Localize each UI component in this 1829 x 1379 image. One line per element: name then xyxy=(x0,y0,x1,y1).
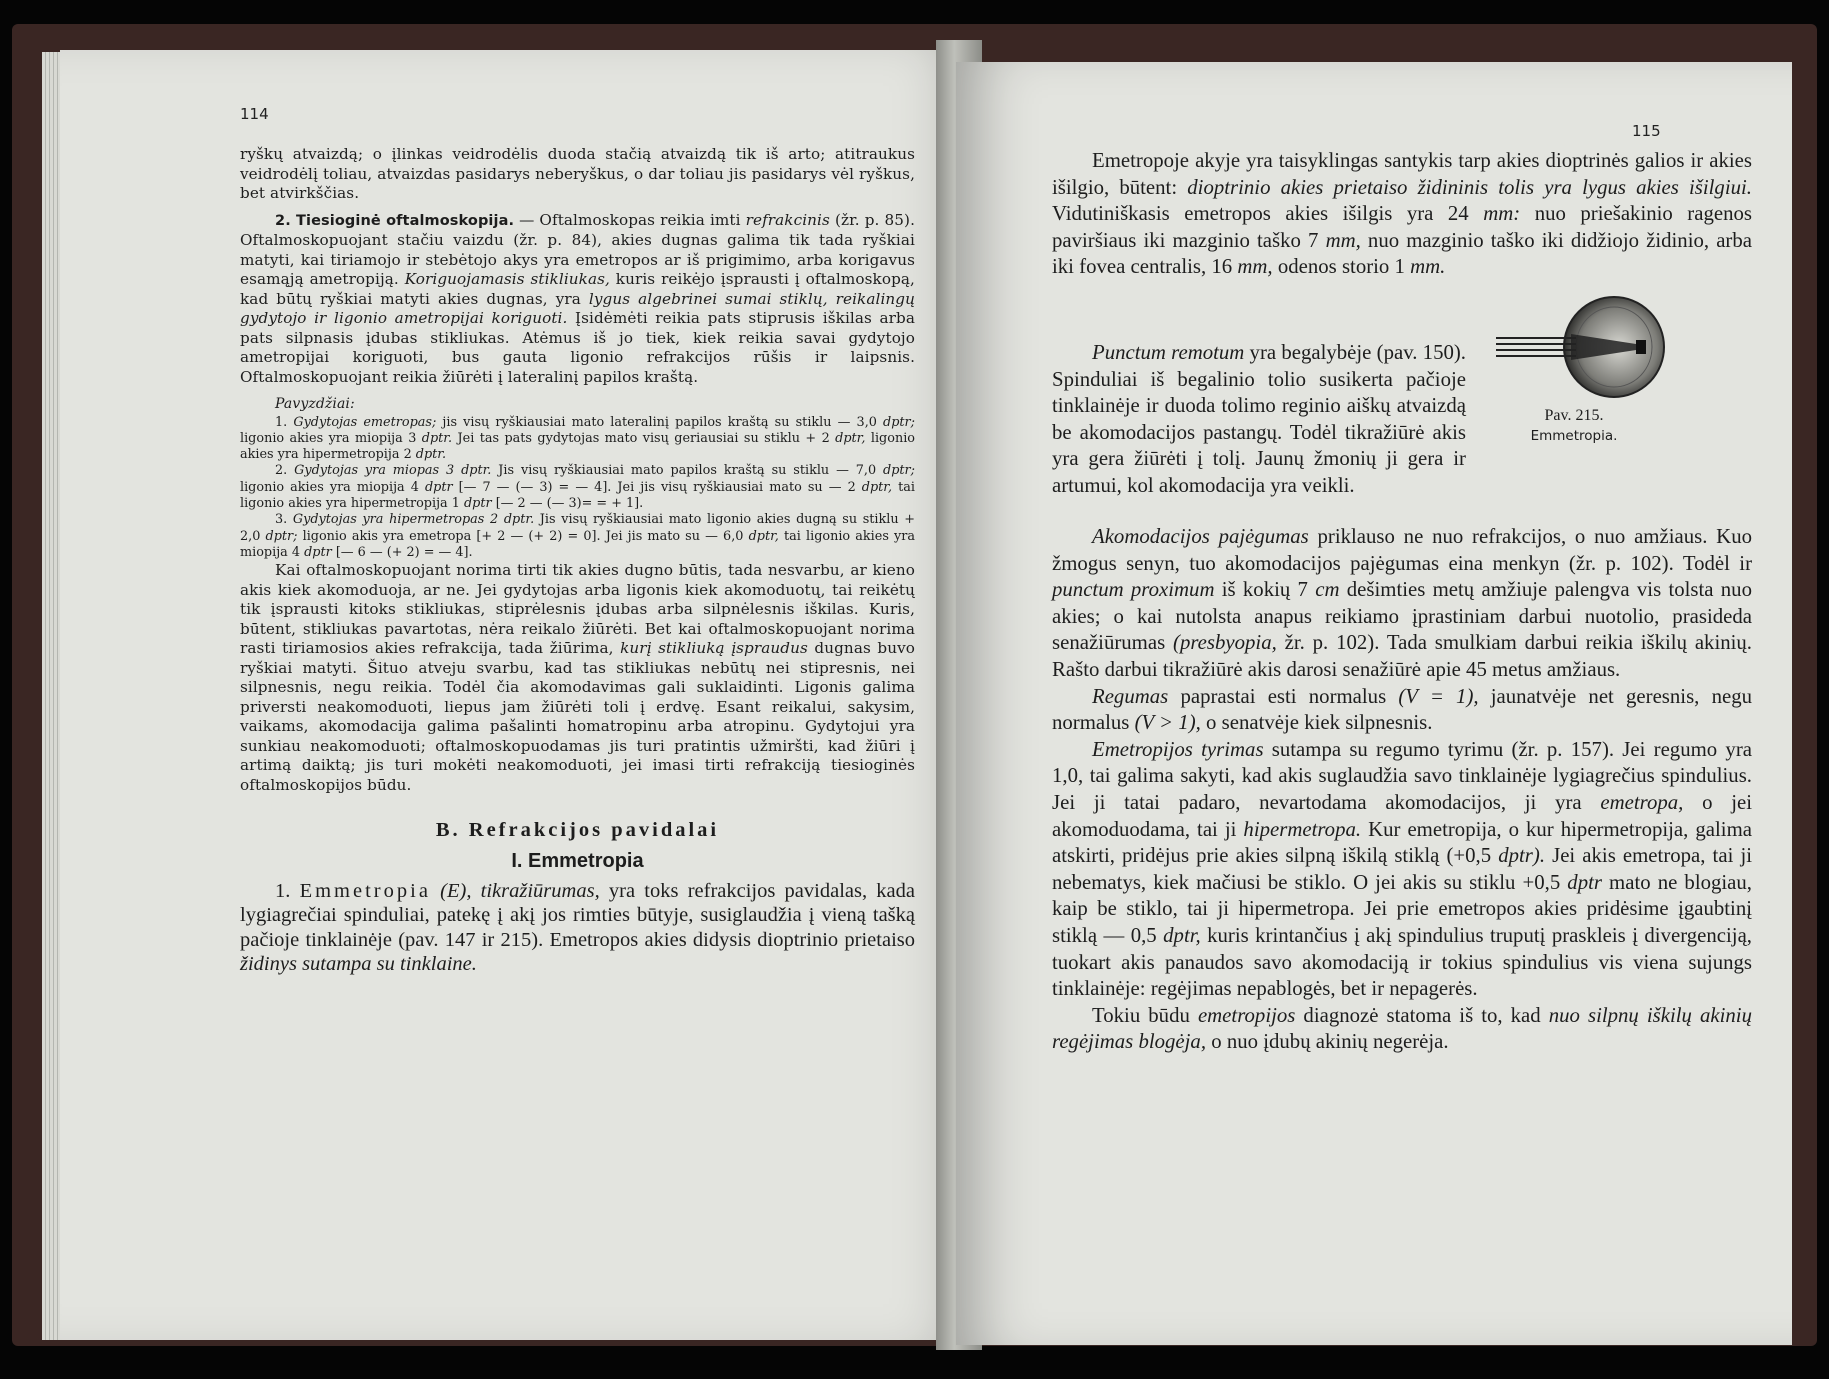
p4-text: yra toks refrakcijos pavidalas, kada lygiagrečiai spinduliai, patekę į akį jos rimties būtyje, susiglaudžia į vieną tašką pačioje tinklainėje (pav. 147 ir 215). Emetropos akies didysis dioptrinio prietaiso xyxy=(240,880,916,951)
r4-text-b: paprastai esti normalus xyxy=(1168,684,1399,708)
r3-text-d: iš kokių 7 xyxy=(1214,578,1316,602)
paragraph-1: ryškų atvaizdą; o įlinkas veidrodėlis duoda stačią atvaizdą tik iš arto; atitraukus veidrodėlį toliau, atvaizdas pasidarys neberyškus, o dar toliau jis pasidarys vėl ryškus, bet atvirkščias. xyxy=(240,145,915,202)
r-paragraph-3 xyxy=(1052,524,1752,684)
r5-text-b: sutampa su regumo tyrimu (žr. p. 157). Jei regumo yra 1,0, tai galima sakyti, kad akis suglaudžia savo tinklainėje lygiagrečius spindulius. Jei ji tatai padaro, nevartodama akomodacijos, ji yra xyxy=(1052,737,1752,814)
right-page xyxy=(956,62,1792,1345)
r1-unit-3: mm, xyxy=(1237,255,1273,279)
p4-term: Emmetropia xyxy=(299,880,431,903)
ex1-unit-1: dptr; xyxy=(883,414,915,430)
r2-italic: Punctum remotum xyxy=(1092,341,1245,364)
r1-unit-1: mm: xyxy=(1483,202,1521,226)
ex1-text-3: Jei tas pats gydytojas mato visų geriausiai su stiklu + 2 xyxy=(452,430,836,446)
r5-text-l: kuris krintančius į akį spindulius truputį praskleis į divergenciją, tuokart akis panaudos savo akomodaciją ir tokius spindulius vis viena sujungs tinklainėje: regėjimas nepablogės, bet ir nepagerės. xyxy=(1052,923,1752,1001)
ex2-text: Jis visų ryškiausiai mato papilos kraštą su stiklu — 7,0 xyxy=(491,463,884,479)
r-paragraph-6 xyxy=(1052,1003,1752,1056)
r-paragraph-1a xyxy=(1052,148,1752,281)
ex1-unit-3: dptr, xyxy=(835,430,866,446)
r5-italic-a: Emetropijos tyrimas xyxy=(1092,737,1264,761)
r2-text: yra begalybėje (pav. 150). Spinduliai iš begalinio tolio susikerta pačioje tinklainėje ir duoda tolimo reginio aiškų atvaizdą be akomodacijos pastangų. Todėl tikražiūrė akis yra gera žiūrėti į tolį. Jaunų žmonių ji gera ir artumui, kol akomodacija yra veikli. xyxy=(1052,341,1466,497)
r6-text-a: Tokiu būdu xyxy=(1092,1003,1198,1027)
r3-text-h: žr. p. 102). Tada smulkiam darbui reikia iškilų akinių. Rašto darbui tikražiūrė akis darosi senažiūrė apie 45 metus amžiaus. xyxy=(1052,631,1752,681)
ex3-num: 3. xyxy=(275,512,293,528)
right-text-column xyxy=(1052,148,1752,281)
ex1-italic: Gydytojas emetropas; xyxy=(293,414,437,430)
r5-text-f: Kur emetropija, o kur hipermetropija, galima atskirti, pridėjus prie akies silpną iškilą stiklą (+0,5 xyxy=(1052,817,1752,868)
paragraph-4 xyxy=(240,879,915,976)
r3-unit: cm xyxy=(1315,578,1340,602)
eye-diagram-svg xyxy=(1496,292,1676,417)
r5-italic-e: hipermetropa. xyxy=(1243,817,1362,841)
ex1-text-4: ligonio akies yra hipermetropija 2 xyxy=(240,430,915,463)
r5-unit-g: dptr). xyxy=(1498,844,1546,868)
example-1 xyxy=(240,415,915,464)
r4-text-d: jaunatvėje net geresnis, negu normalus xyxy=(1052,684,1752,735)
p4-num: 1. xyxy=(275,880,300,903)
r1-text-e: nuo priešakinio ragenos paviršiaus iki mazginio taško 7 xyxy=(1052,202,1752,252)
ex3-unit-2: dptr, xyxy=(748,528,779,544)
r1-unit-2: mm, xyxy=(1325,228,1361,252)
p3-text-c: dugnas buvo ryškiai matyti. Šituo atveju svarbu, kad tas stikliukas nebūtų nei stipresnis, nei silpnesnis, negu reikia. Todėl čia akomodavimas gali suklaidinti. Ligonis galima priversti neakomoduoti, liepus jam žiūrėti toli į erdvę. Esant reikalui, sakysim, vaikams, akomodacija galima pašalinti homatropinu arba atropinu. Gydytojui yra sunkiau neakomoduoti; oftalmoskopuodamas jis turi pratintis užmiršti, kad žiūri į artimą daiktą; jis turi mokėti neakomoduoti, jei imasi tirti refrakciją tiesioginės oftalmoskopijos būdu. xyxy=(240,639,916,794)
p2-italic-f: lygus algebrinei sumai stiklų, reikalingų gydytojo ir ligonio ametropijai koriguoti. xyxy=(240,289,915,327)
ex2-unit-4: dptr xyxy=(463,495,492,511)
ex1-text: jis visų ryškiausiai mato lateralinį papilos kraštą su stiklu — 3,0 xyxy=(436,414,884,430)
ex1-unit-2: dptr. xyxy=(421,430,453,446)
r3-text-f: dešimties metų amžiuje palengva vis tolsta nuo akies; o kai nutolsta anapus reikiamo įprastiniam darbui nuotolio, prasideda senažiūrumas xyxy=(1052,578,1752,655)
ex2-num: 2. xyxy=(275,463,295,479)
figure-caption-number: Pav. 215. xyxy=(1544,407,1604,424)
r3-italic-c: punctum proximum xyxy=(1052,578,1215,602)
r1-text-c: Vidutiniškasis emetropos akies išilgis yra 24 xyxy=(1052,202,1484,226)
section-heading-emmetropia: I. Emmetropia xyxy=(511,850,644,873)
r5-unit-i: dptr xyxy=(1567,870,1602,894)
p4-italic: (E), tikražiūrumas, xyxy=(430,880,600,903)
examples-title xyxy=(240,395,915,415)
p3-italic: kurį stikliuką įspraudus xyxy=(620,639,808,658)
ex3-text-4: [— 6 — (+ 2) = — 4]. xyxy=(331,544,473,560)
example-3 xyxy=(240,512,915,561)
r-paragraph-4 xyxy=(1052,684,1752,737)
p3-text-a: Kai oftalmoskopuojant norima tirti tik akies dugno būtis, tada nesvarbu, ar kieno akis kiek akomoduoja, ar ne. Jei gydytojas arba ligonis kiek akomoduotų, tai reikėtų tik įsprausti kitoks stikliukas, stiprėlesnis įdubas arba silpnėlesnis iškilas. Kuris, būtent, stikliukas pavartotas, nėra reikalo žiūrėti. Bet kai oftalmoskopuojant norima rasti tiriamosios akies refrakcija, tada žiūrima, xyxy=(240,561,915,658)
r1-text-i: odenos storio 1 xyxy=(1272,255,1411,279)
r3-text-b: priklauso ne nuo refrakcijos, o nuo amžiaus. Kuo žmogus senyn, tuo akomodacijos pajėgumas eina menkyn (žr. p. 102). Todėl ir xyxy=(1052,525,1752,575)
p2-text-c: (žr. p. 85). Oftalmoskopuojant stačiu vaizdu (žr. p. 84), akies dugnas galima tik tada ryškiai matyti, kai tiriamojo ir stebėtojo akys yra emetropos ar iš prigimimo, arba korigavus esamąją ametropiją. xyxy=(240,210,916,288)
figure-caption-title: Emmetropia. xyxy=(1530,428,1618,444)
ex2-text-4: tai ligonio akies yra hipermetropija 1 xyxy=(240,479,916,511)
ex2-text-2: ligonio akies yra miopija 4 xyxy=(240,479,425,495)
r6-text-e: o nuo įdubų akinių negerėja. xyxy=(1206,1030,1449,1054)
r4-formula-1: (V = 1), xyxy=(1398,684,1479,708)
left-page xyxy=(60,50,965,1340)
r5-unit-k: dptr, xyxy=(1163,923,1201,947)
ex1-unit-4: dptr. xyxy=(415,447,447,463)
r6-italic-b: emetropijos xyxy=(1197,1003,1296,1027)
ex2-unit-2: dptr xyxy=(424,479,453,495)
ex3-text-3: tai ligonio akies yra miopija 4 xyxy=(240,528,915,560)
retina-spot xyxy=(1636,340,1646,354)
figure-caption xyxy=(1504,406,1644,446)
p2-italic-d: Koriguojamasis stikliukas, xyxy=(404,270,610,288)
p4-italic-end: židinys sutampa su tinklaine. xyxy=(240,952,477,975)
r5-text-d: o jei akomoduodama, tai ji xyxy=(1052,790,1753,841)
ex2-unit-1: dptr; xyxy=(883,463,915,479)
r-paragraph-2 xyxy=(1052,340,1466,500)
p2-text-e: kuris reikėjo įsprausti į oftalmoskopą, kad būtų ryškiai matyti akies dugnas, yra xyxy=(240,270,915,308)
r1-italic: dioptrinio akies prietaiso židininis tolis yra lygus akies išilgiui. xyxy=(1187,175,1752,199)
ex2-italic: Gydytojas yra miopas 3 dptr. xyxy=(294,463,492,479)
p2-italic-b: refrakcinis xyxy=(745,210,830,229)
r3-italic-a: Akomodacijos pajėgumas xyxy=(1092,525,1309,548)
r-paragraph-5 xyxy=(1052,737,1752,1003)
example-2 xyxy=(240,463,915,512)
r5-italic-c: emetropa, xyxy=(1600,790,1684,814)
r4-italic-a: Regumas xyxy=(1092,684,1169,708)
r5-text-j: mato ne blogiau, kaip be stiklo, tai ji hipermetropa. Jei prie emetropos akies pridėsime įgaubtinį stiklą — 0,5 xyxy=(1052,870,1752,947)
ex2-text-3: [— 7 — (— 3) = — 4]. Jei jis visų ryškiausiai mato su — 2 xyxy=(452,479,862,495)
paragraph-2 xyxy=(240,211,915,388)
right-text-column-3 xyxy=(1052,524,1752,1056)
r6-text-c: diagnozė statoma iš to, kad xyxy=(1295,1003,1549,1027)
ex3-italic: Gydytojas yra hipermetropas 2 dptr. xyxy=(292,512,535,528)
ex1-num: 1. xyxy=(275,414,294,430)
ex3-text: Jis visų ryškiausiai mato ligonio akies dugną su stiklu + 2,0 xyxy=(240,512,915,544)
paragraph-3 xyxy=(240,561,915,795)
r4-formula-2: (V > 1), xyxy=(1134,711,1201,735)
ex1-text-2: ligonio akies yra miopija 3 xyxy=(240,430,422,446)
examples-title-text: Pavyzdžiai: xyxy=(275,396,355,412)
r6-italic-d: nuo silpnų iškilų akinių regėjimas blogėja, xyxy=(1052,1003,1752,1054)
ex3-unit-1: dptr; xyxy=(265,528,298,544)
page-number-right: 115 xyxy=(1632,122,1661,140)
r1-unit-4: mm. xyxy=(1410,255,1446,279)
page-number-left: 114 xyxy=(240,105,269,123)
p2-title: 2. Tiesioginė oftalmoskopija. xyxy=(275,212,515,229)
ex3-unit-3: dptr xyxy=(304,544,332,560)
left-text-column xyxy=(240,145,915,976)
section-heading-b: B. Refrakcijos pavidalai xyxy=(435,819,720,842)
r1-text-a: Emetropoje akyje yra taisyklingas santykis tarp akies dioptrinės galios ir akies išilgio, būtent: xyxy=(1052,149,1752,199)
p2-text-g: Įsidėmėti reikia pats stiprusis iškilas arba pats silpnasis įdubas stikliukas. Atėmus iš jo tiek, kiek reikia savai gydytojo ametropijai koriguoti, bus gauta ligonio refrakcijos rūšis ir laipsnis. Oftalmoskopuojant reikia žiūrėti į lateralinį papilos kraštą. xyxy=(240,309,916,386)
ex2-text-5: [— 2 — (— 3)= = + 1]. xyxy=(491,495,644,511)
r4-text-f: o senatvėje kiek silpnesnis. xyxy=(1200,711,1433,735)
r3-italic-g: (presbyopia, xyxy=(1173,631,1277,655)
ex2-unit-3: dptr, xyxy=(861,479,893,495)
ex3-text-2: ligonio akis yra emetropa [+ 2 — (+ 2) = 0]. Jei jis mato su — 6,0 xyxy=(297,528,749,544)
page-edges xyxy=(42,52,62,1340)
r5-text-h: Jei akis emetropa, tai ji nebematys, kiek mačiusi be stiklo. O jei akis su stiklu +0,5 xyxy=(1052,844,1752,894)
p2-text-a: — Oftalmoskopas reikia imti xyxy=(514,210,746,229)
r1-text-g: nuo mazginio taško iki didžiojo židinio, arba iki fovea centralis, 16 xyxy=(1052,228,1752,279)
